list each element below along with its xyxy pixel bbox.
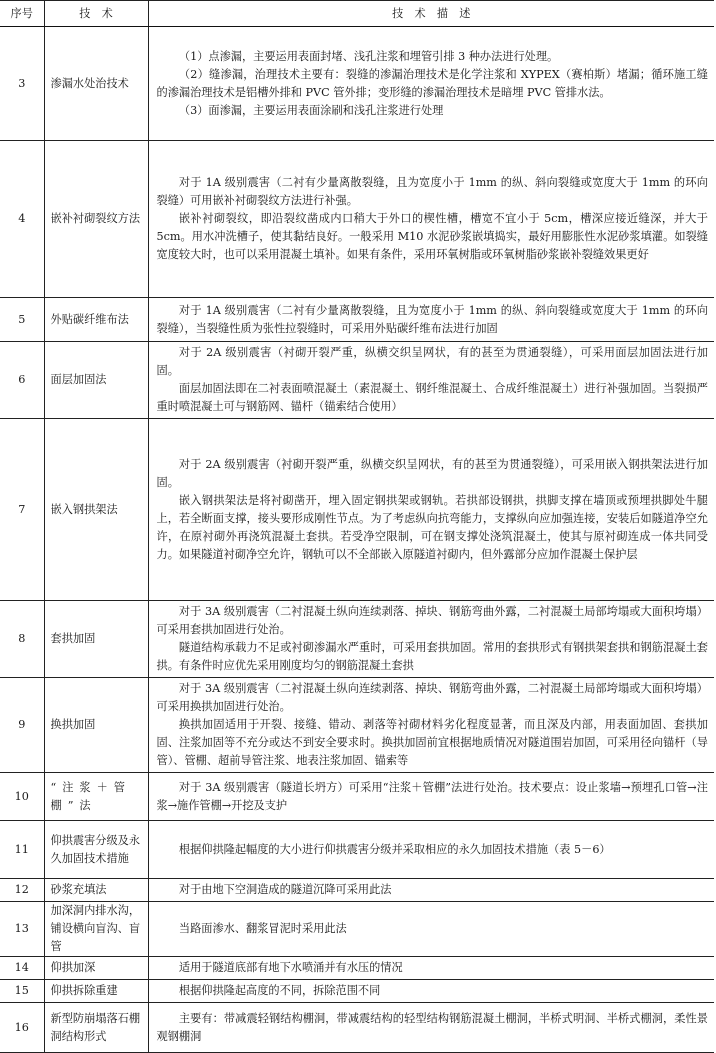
- row-number: 10: [0, 773, 44, 821]
- description-paragraph: 对于由地下空洞造成的隧道沉降可采用此法: [178, 883, 392, 896]
- description-paragraph: （3）面渗漏，主要运用表面涂刷和浅孔注浆进行处理: [178, 103, 444, 117]
- technique-description: [148, 957, 714, 980]
- technique-name: 新型防崩塌落石棚洞结构形式: [44, 1003, 148, 1053]
- technique-description: [148, 141, 714, 298]
- table-row: [0, 419, 714, 601]
- row-number: 15: [0, 980, 44, 1003]
- row-number: 6: [0, 342, 44, 419]
- table-row: [0, 298, 714, 342]
- table-row: [0, 980, 714, 1003]
- technique-name: 外贴碳纤维布法: [44, 298, 148, 342]
- table-row: [0, 1003, 714, 1053]
- technique-name: 面层加固法: [44, 342, 148, 419]
- table-row: [0, 957, 714, 980]
- description-paragraph: 对于 1A 级别震害（二衬有少量离散裂缝，且为宽度小于 1mm 的纵、斜向裂缝或宽度大于 1mm 的环向裂缝），当裂缝性质为张性拉裂缝时，可采用外贴碳纤维布法进行加固: [156, 303, 708, 335]
- table-row: [0, 902, 714, 957]
- table-row: [0, 342, 714, 419]
- technique-name: 仰拱震害分级及永久加固技术措施: [44, 821, 148, 879]
- header-number: 序号: [0, 1, 44, 27]
- technique-name: 仰拱拆除重建: [44, 980, 148, 1003]
- row-number: 8: [0, 601, 44, 678]
- technique-name: 套拱加固: [44, 601, 148, 678]
- description-paragraph: 面层加固法即在二衬表面喷混凝土（素混凝土、钢纤维混凝土、合成纤维混凝土）进行补强加固。当裂损严重时喷混凝土可与钢筋网、锚杆（锚索结合使用）: [156, 382, 708, 413]
- technique-name: 换拱加固: [44, 678, 148, 773]
- description-paragraph: 根据仰拱隆起高度的不同，拆除范围不同: [178, 984, 381, 997]
- table-header-row: [0, 1, 714, 27]
- row-number: 3: [0, 27, 44, 141]
- description-paragraph: 对于 3A 级别震害（隧道长坍方）可采用“注浆＋管棚”法进行处治。技术要点：设止浆墙→预埋孔口管→注浆→施作管棚→开挖及支护: [156, 780, 708, 812]
- description-paragraph: （2）缝渗漏，治理技术主要有：裂缝的渗漏治理技术是化学注浆和 XYPEX（赛柏斯）堵漏；循环施工缝的渗漏治理技术是铝槽外排和 PVC 管外排；变形缝的渗漏治理技术是暗埋 PVC 管排水法。: [156, 67, 708, 99]
- description-paragraph: 根据仰拱隆起幅度的大小进行仰拱震害分级并采取相应的永久加固技术措施（表 5－6）: [178, 842, 611, 856]
- header-description: 技 术 描 述: [148, 1, 714, 27]
- description-paragraph: 对于 1A 级别震害（二衬有少量离散裂缝，且为宽度小于 1mm 的纵、斜向裂缝或宽度大于 1mm 的环向裂缝）可用嵌补衬砌裂纹方法进行补强。: [156, 176, 708, 207]
- description-paragraph: 主要有：带减震轻钢结构棚洞，带减震结构的轻型结构钢筋混凝土棚洞，半桥式明洞、半桥式棚洞，柔性景观钢棚洞: [156, 1011, 708, 1043]
- technique-description: [148, 419, 714, 601]
- technique-name: 仰拱加深: [44, 957, 148, 980]
- description-paragraph: 隧道结构承载力不足或衬砌渗漏水严重时，可采用套拱加固。常用的套拱形式有钢拱架套拱和钢筋混凝土套拱。有条件时应优先采用刚度均匀的钢筋混凝土套拱: [156, 641, 708, 672]
- row-number: 13: [0, 902, 44, 957]
- technique-name: 加深洞内排水沟，铺设横向盲沟、盲管: [44, 902, 148, 957]
- technique-description: [148, 298, 714, 342]
- description-paragraph: 对于 2A 级别震害（衬砌开裂严重，纵横交织呈网状，有的甚至为贯通裂缝），可采用面层加固法进行加固。: [156, 346, 708, 377]
- row-number: 5: [0, 298, 44, 342]
- description-paragraph: 对于 3A 级别震害（二衬混凝土纵向连续剥落、掉块、钢筋弯曲外露，二衬混凝土局部垮塌或大面积垮塌）可采用套拱加固进行处治。: [156, 605, 708, 636]
- row-number: 4: [0, 141, 44, 298]
- table-row: [0, 821, 714, 879]
- description-paragraph: 换拱加固适用于开裂、接缝、错动、剥落等衬砌材料劣化程度显著，而且深及内部，用表面加固、套拱加固、注浆加固等不充分或达不到安全要求时。换拱加固前宜根据地质情况对隧道围岩加固，可采用径向锚杆（导管）、管棚、超前导管注浆、地表注浆加固、锚索等: [156, 718, 708, 767]
- technique-description: [148, 902, 714, 957]
- description-paragraph: 适用于隧道底部有地下水喷涌并有水压的情况: [178, 961, 403, 974]
- technique-description: [148, 1003, 714, 1053]
- technique-name: “注浆＋管棚”法: [44, 773, 148, 821]
- table-row: [0, 141, 714, 298]
- technique-description: [148, 980, 714, 1003]
- table-row: [0, 879, 714, 902]
- row-number: 12: [0, 879, 44, 902]
- row-number: 9: [0, 678, 44, 773]
- row-number: 7: [0, 419, 44, 601]
- table-row: [0, 27, 714, 141]
- description-paragraph: 对于 3A 级别震害（二衬混凝土纵向连续剥落、掉块、钢筋弯曲外露，二衬混凝土局部垮塌或大面积垮塌）可采用换拱加固进行处治。: [156, 682, 708, 713]
- technique-description: [148, 773, 714, 821]
- description-paragraph: 嵌入钢拱架法是将衬砌凿开，埋入固定钢拱架或钢轨。若拱部设钢拱，拱脚支撑在墙顶或预埋拱脚处牛腿上，若全断面支撑，接头要形成刚性节点。为了考虑纵向抗弯能力，支撑纵向应加强连接，安装后如隧道净空允许，在原衬砌外再浇筑混凝土套拱。若受净空限制，可在钢支撑处浇筑混凝土，使其与原衬砌连成一体共同受力。如果隧道衬砌净空允许，钢轨可以不全部嵌入原隧道衬砌内，但外露部分应加作混凝土保护层: [156, 493, 708, 561]
- table-row: [0, 601, 714, 678]
- technique-description: [148, 342, 714, 419]
- header-technique: 技 术: [44, 1, 148, 27]
- table-row: [0, 773, 714, 821]
- description-paragraph: 当路面渗水、翻浆冒泥时采用此法: [178, 922, 347, 935]
- technique-description: [148, 601, 714, 678]
- technique-name: 嵌补衬砌裂纹方法: [44, 141, 148, 298]
- technique-description: [148, 678, 714, 773]
- technique-description: [148, 27, 714, 141]
- row-number: 14: [0, 957, 44, 980]
- description-paragraph: （1）点渗漏，主要运用表面封堵、浅孔注浆和埋管引排 3 种办法进行处理。: [178, 49, 559, 63]
- table-body: [0, 27, 714, 1053]
- row-number: 11: [0, 821, 44, 879]
- technique-description: [148, 821, 714, 879]
- technique-name: 嵌入钢拱架法: [44, 419, 148, 601]
- description-paragraph: 嵌补衬砌裂纹，即沿裂纹凿成内口稍大于外口的楔性槽，槽宽不宜小于 5cm，槽深应接近缝深，并大于 5cm。用水冲洗槽子，使其黏结良好。一般采用 M10 水泥砂浆嵌填捣实，最好用膨胀性水泥砂浆填灌。如裂缝宽度较大时，也可以采用混凝土填补。如果有条件，采用环氧树脂或环氧树脂砂浆嵌补裂缝效果更好: [156, 212, 708, 261]
- technique-name: 渗漏水处治技术: [44, 27, 148, 141]
- row-number: 16: [0, 1003, 44, 1053]
- table-row: [0, 678, 714, 773]
- description-paragraph: 对于 2A 级别震害（衬砌开裂严重，纵横交织呈网状，有的甚至为贯通裂缝），可采用嵌入钢拱架法进行加固。: [156, 457, 708, 489]
- technique-name: 砂浆充填法: [44, 879, 148, 902]
- technique-description: [148, 879, 714, 902]
